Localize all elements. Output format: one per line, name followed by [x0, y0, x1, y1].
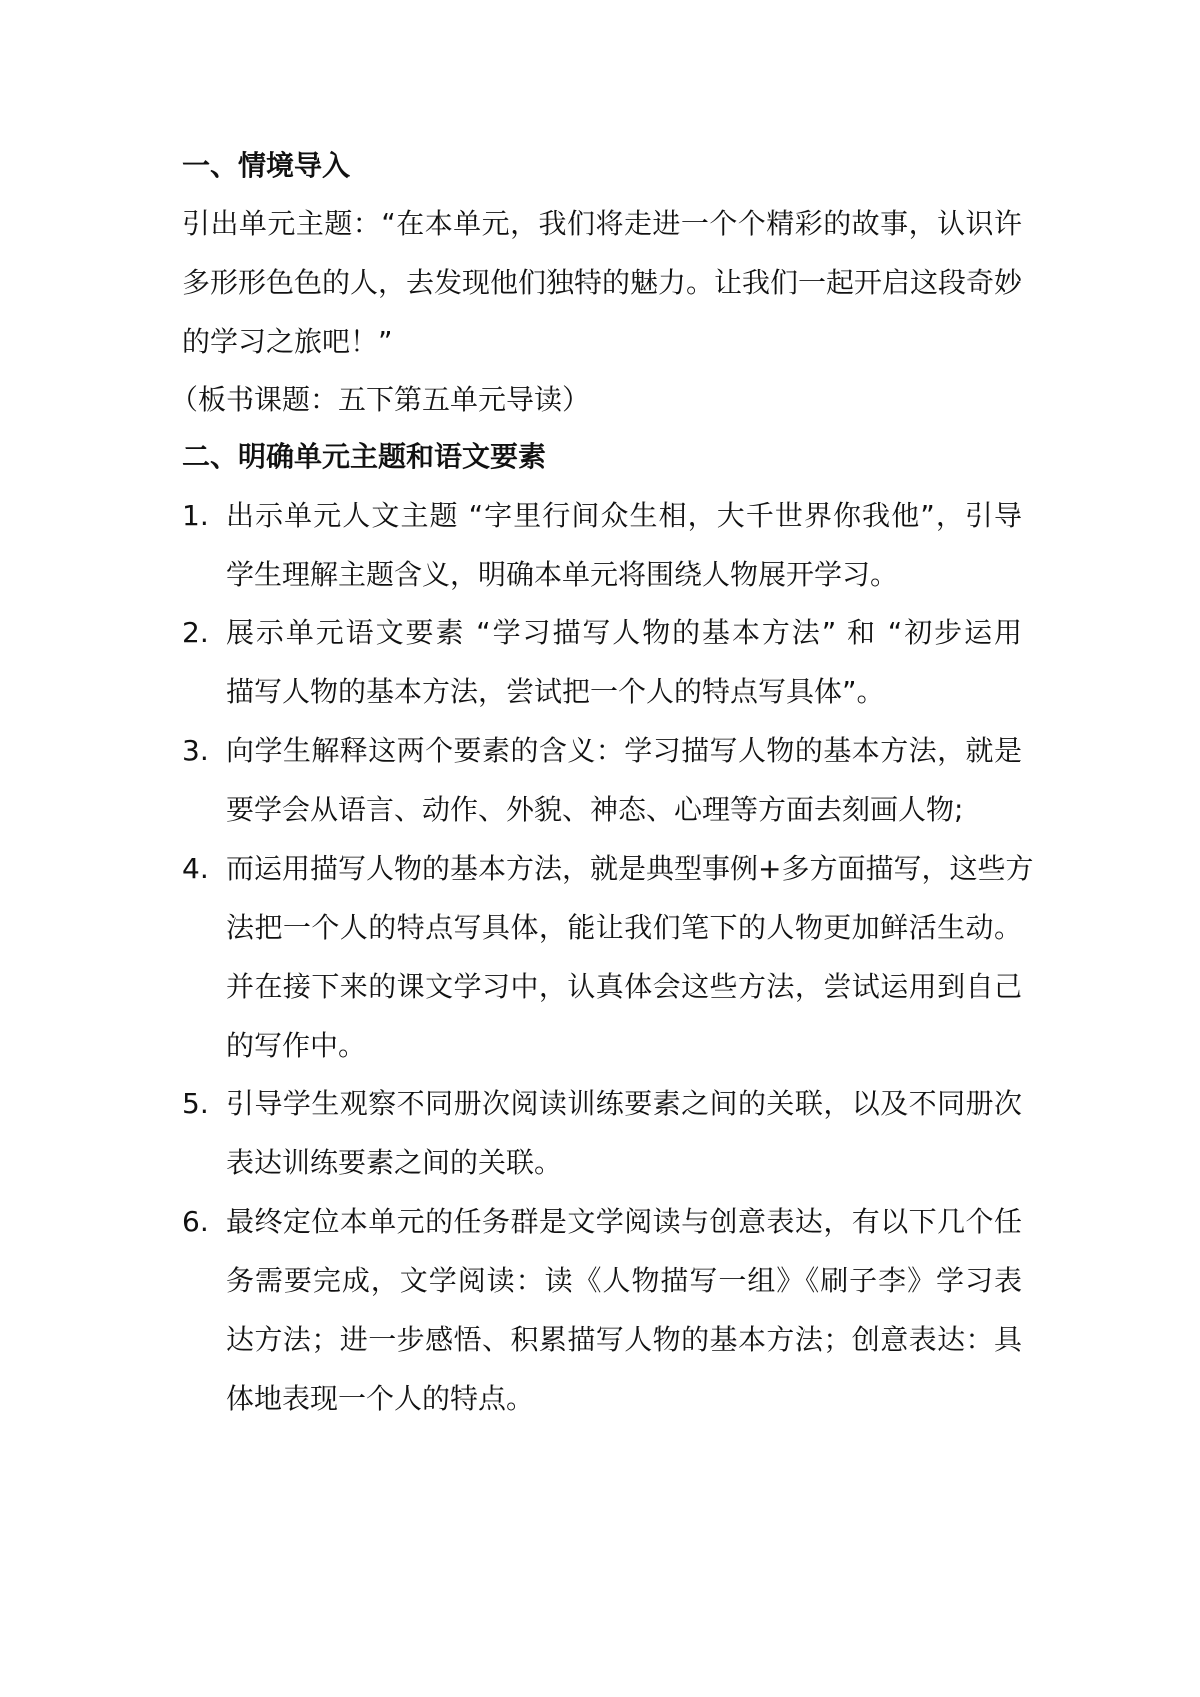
list-item-line: 出示单元人文主题 “字里行间众生相，大千世界你我他”，引导 [226, 499, 1022, 532]
list-item-line: 描写人物的基本方法，尝试把一个人的特点写具体”。 [226, 675, 885, 708]
list-item-number: 4. [182, 852, 209, 885]
list-item-line: 最终定位本单元的任务群是文学阅读与创意表达，有以下几个任 [226, 1205, 1022, 1238]
list-item-number: 6. [182, 1205, 209, 1238]
list-item-line: 达方法；进一步感悟、积累描写人物的基本方法；创意表达：具 [226, 1323, 1022, 1356]
list-item-line: 学生理解主题含义，明确本单元将围绕人物展开学习。 [226, 558, 899, 591]
list-item-line: 引导学生观察不同册次阅读训练要素之间的关联，以及不同册次 [226, 1087, 1022, 1120]
blackboard-note: （板书课题：五下第五单元导读） [170, 383, 591, 416]
section-heading-unit-theme: 二、明确单元主题和语文要素 [182, 440, 547, 473]
list-item-line: 务需要完成，文学阅读：读《人物描写一组》《刷子李》学习表 [226, 1264, 1022, 1297]
paragraph-line: 多形形色色的人，去发现他们独特的魅力。让我们一起开启这段奇妙 [182, 266, 1023, 299]
list-item-line: 向学生解释这两个要素的含义：学习描写人物的基本方法，就是 [226, 734, 1022, 767]
list-item-line: 法把一个人的特点写具体，能让我们笔下的人物更加鲜活生动。 [226, 911, 1022, 944]
list-item-line: 表达训练要素之间的关联。 [226, 1146, 563, 1179]
list-item-number: 1. [182, 499, 209, 532]
list-item-line: 要学会从语言、动作、外貌、神态、心理等方面去刻画人物; [226, 793, 964, 826]
list-item-number: 5. [182, 1087, 209, 1120]
list-item-line: 并在接下来的课文学习中，认真体会这些方法，尝试运用到自己 [226, 970, 1022, 1003]
list-item-line: 的写作中。 [226, 1029, 367, 1062]
paragraph-line: 引出单元主题：“在本单元，我们将走进一个个精彩的故事，认识许 [182, 207, 1022, 240]
list-item-line: 展示单元语文要素 “学习描写人物的基本方法” 和 “初步运用 [226, 616, 1022, 649]
list-item-number: 2. [182, 616, 209, 649]
list-item-line: 而运用描写人物的基本方法，就是典型事例+多方面描写，这些方 [226, 852, 1034, 885]
section-heading-situation-intro: 一、情境导入 [182, 149, 351, 182]
list-item-number: 3. [182, 734, 209, 767]
list-item-line: 体地表现一个人的特点。 [226, 1382, 535, 1415]
paragraph-line: 的学习之旅吧！” [182, 325, 393, 358]
